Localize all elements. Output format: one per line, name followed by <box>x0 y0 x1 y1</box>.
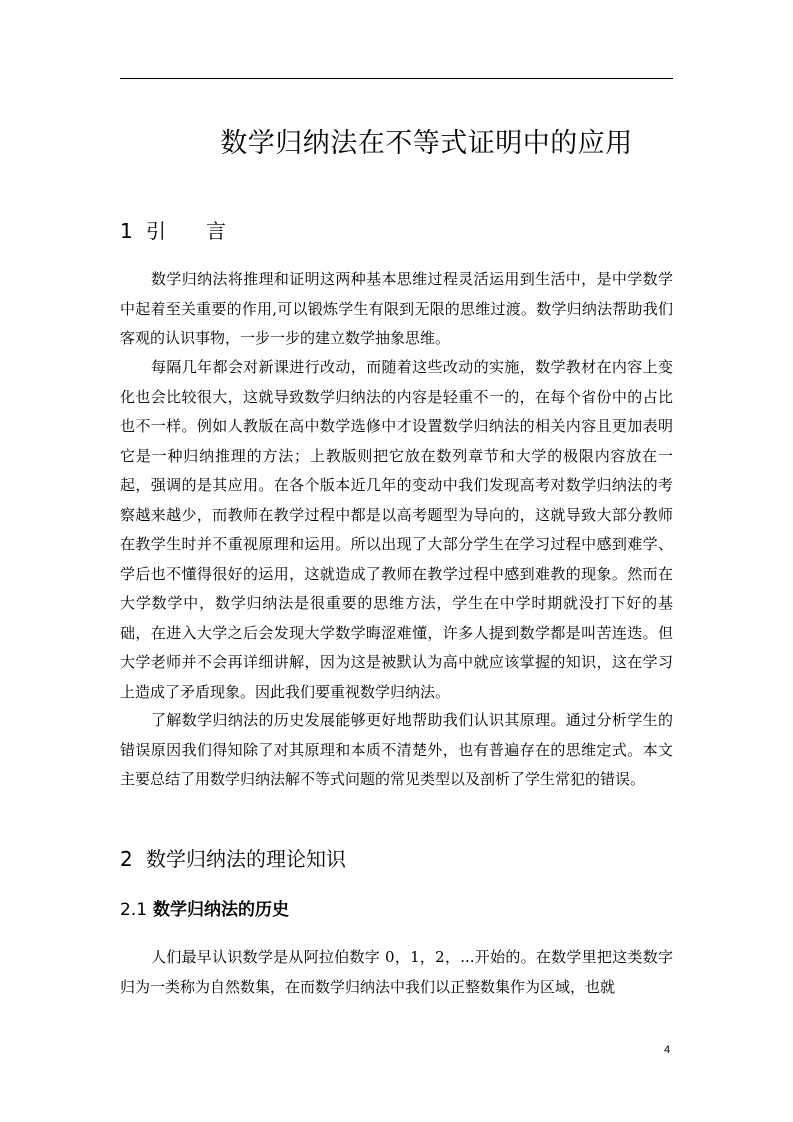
subsection-title: 数学归纳法的历史 <box>153 900 289 920</box>
section-number: 1 <box>120 219 133 243</box>
document-title <box>120 124 673 164</box>
subsection-number: 2.1 <box>120 900 148 920</box>
header-rule <box>120 78 673 79</box>
document-title-text: 数学归纳法在不等式证明中的应用 <box>220 128 633 159</box>
body-paragraph: 人们最早认识数学是从阿拉伯数字 0，1，2，...开始的。在数学里把这类数字归为一类称为自然数集，在而数学归纳法中我们以正整数集作为区域，也就 <box>120 948 673 996</box>
section-title: 数学归纳法的理论知识 <box>146 847 346 871</box>
section-number: 2 <box>120 847 133 871</box>
body-paragraph: 了解数学归纳法的历史发展能够更好地帮助我们认识其原理。通过分析学生的错误原因我们得知除了对其原理和本质不清楚外，也有普遍存在的思维定式。本文主要总结了用数学归纳法解不等式问题的常见类型以及剖析了学生常犯的错误。 <box>120 711 673 788</box>
section-heading-2 <box>120 844 346 874</box>
section-title-part-2: 言 <box>206 219 226 243</box>
section-title-part-1: 引 <box>146 219 166 243</box>
section-heading-1 <box>120 216 226 246</box>
body-paragraph: 每隔几年都会对新课进行改动，而随着这些改动的实施，数学教材在内容上变化也会比较很大，这就导致数学归纳法的内容是轻重不一的，在每个省份中的占比也不一样。例如人教版在高中数学选修中才设置数学归纳法的相关内容且更加表明它是一种归纳推理的方法；上教版则把它放在数列章节和大学的极限内容放在一起，强调的是其应用。在各个版本近几年的变动中我们发现高考对数学归纳法的考察越来越少，而教师在教学过程中都是以高考题型为导向的，这就导致大部分教师在教学生时并不重视原理和运用。所以出现了大部分学生在学习过程中感到难学、学后也不懂得很好的运用，这就造成了教师在教学过程中感到难教的现象。然而在大学数学中，数学归纳法是很重要的思维方法，学生在中学时期就没打下好的基础，在进入大学之后会发现大学数学晦涩难懂，许多人提到数学都是叫苦连迭。但大学老师并不会再详细讲解，因为这是被默认为高中就应该掌握的知识，这在学习上造成了矛盾现象。因此我们要重视数学归纳法。 <box>120 358 673 701</box>
subsection-heading-2-1 <box>120 897 289 923</box>
body-paragraph: 数学归纳法将推理和证明这两种基本思维过程灵活运用到生活中，是中学数学中起着至关重要的作用,可以锻炼学生有限到无限的思维过渡。数学归纳法帮助我们客观的认识事物，一步一步的建立数学抽象思维。 <box>120 270 673 347</box>
page-number: 4 <box>664 1044 671 1056</box>
